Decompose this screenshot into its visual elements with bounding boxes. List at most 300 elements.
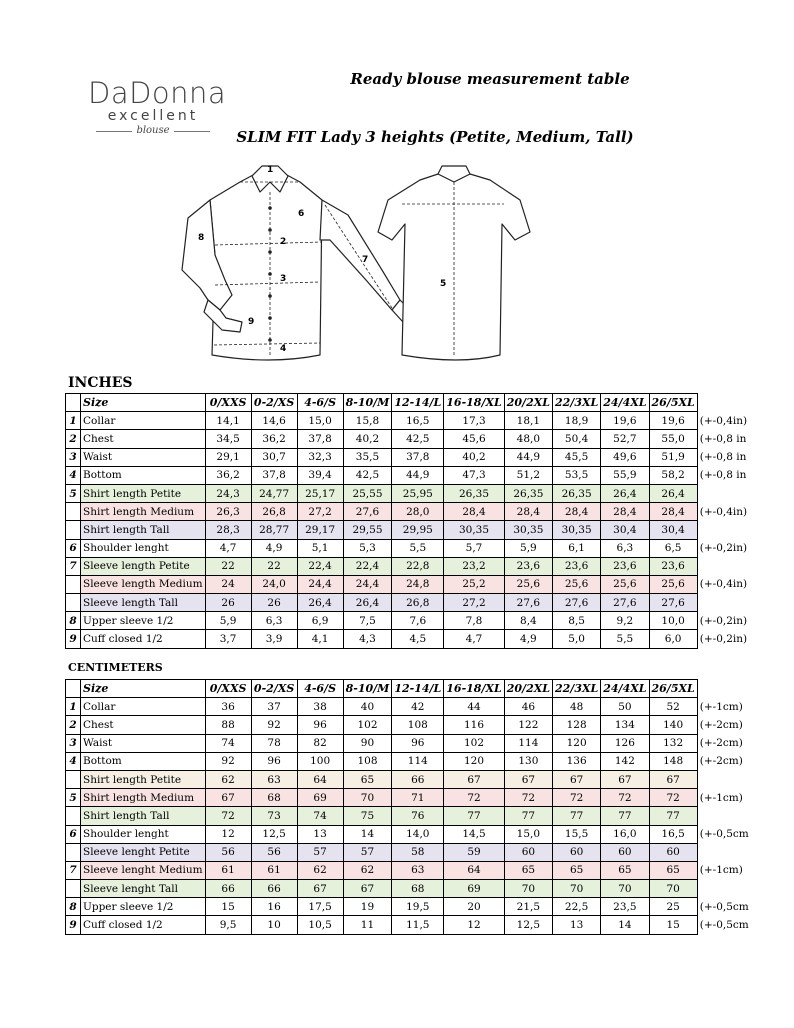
table-row — [66, 448, 750, 466]
row-number: 7 — [66, 861, 81, 879]
row-value: 71 — [392, 789, 444, 807]
row-number: 7 — [66, 557, 81, 575]
row-value: 14 — [601, 916, 649, 934]
row-value: 22,8 — [392, 557, 444, 575]
row-value: 28,4 — [601, 503, 649, 521]
row-value: 55,0 — [649, 430, 697, 448]
row-value: 4,1 — [297, 630, 343, 648]
header-size-cell: 8-10/M — [343, 394, 392, 412]
row-value: 62 — [297, 861, 343, 879]
row-value: 142 — [601, 752, 649, 770]
row-name: Bottom — [81, 752, 206, 770]
row-value: 75 — [343, 807, 392, 825]
inches-section-label: INCHES — [68, 375, 133, 391]
row-value: 13 — [297, 825, 343, 843]
table-row — [66, 716, 752, 734]
row-value: 50,4 — [553, 430, 601, 448]
row-value: 42 — [392, 698, 444, 716]
row-value: 76 — [392, 807, 444, 825]
row-value: 26,8 — [392, 594, 444, 612]
diagram-label-2: 2 — [280, 237, 287, 247]
row-tolerance: (+-0,4in) — [699, 505, 748, 518]
row-value: 10,5 — [297, 916, 343, 934]
row-tolerance: (+-1cm) — [699, 791, 743, 804]
row-value: 22 — [205, 557, 251, 575]
header-size-cell: 12-14/L — [392, 394, 444, 412]
row-value: 64 — [444, 861, 504, 879]
row-value: 51,9 — [649, 448, 697, 466]
row-number — [66, 503, 81, 521]
row-tolerance: (+-0,4in) — [699, 578, 748, 591]
row-number: 2 — [66, 716, 81, 734]
row-value: 72 — [553, 789, 601, 807]
row-value: 25,6 — [504, 575, 552, 593]
row-value: 48,0 — [504, 430, 552, 448]
row-value: 68 — [251, 789, 297, 807]
row-value: 5,0 — [553, 630, 601, 648]
row-value: 28,4 — [649, 503, 697, 521]
row-value: 23,5 — [601, 898, 649, 916]
row-name: Chest — [81, 716, 206, 734]
row-value: 12,5 — [504, 916, 552, 934]
row-value: 5,9 — [504, 539, 552, 557]
row-value: 14 — [343, 825, 392, 843]
row-value: 88 — [205, 716, 251, 734]
row-value: 96 — [297, 716, 343, 734]
row-name: Shoulder lenght — [81, 539, 206, 557]
row-value: 5,5 — [601, 630, 649, 648]
table-header-row — [66, 394, 750, 412]
row-tolerance — [697, 843, 751, 861]
row-value: 48 — [553, 698, 601, 716]
row-name: Shirt length Tall — [81, 521, 206, 539]
row-value: 32,3 — [297, 448, 343, 466]
row-tolerance: (+-1cm) — [699, 864, 743, 877]
row-value: 27,6 — [553, 594, 601, 612]
table-row — [66, 789, 752, 807]
row-value: 37,8 — [297, 430, 343, 448]
row-number — [66, 575, 81, 593]
row-value: 67 — [601, 770, 649, 788]
row-value: 77 — [649, 807, 697, 825]
header-size-cell: 20/2XL — [504, 394, 552, 412]
diagram-label-1: 1 — [267, 165, 274, 175]
row-value: 77 — [553, 807, 601, 825]
row-value: 13 — [553, 916, 601, 934]
row-value: 70 — [343, 789, 392, 807]
row-value: 68 — [392, 880, 444, 898]
row-value: 130 — [504, 752, 552, 770]
row-value: 30,35 — [504, 521, 552, 539]
row-name: Chest — [81, 430, 206, 448]
row-value: 57 — [297, 843, 343, 861]
table-row — [66, 430, 750, 448]
row-value: 62 — [343, 861, 392, 879]
row-number — [66, 521, 81, 539]
row-value: 26,35 — [504, 484, 552, 502]
row-tolerance — [697, 557, 749, 575]
row-value: 53,5 — [553, 466, 601, 484]
row-value: 7,8 — [444, 612, 504, 630]
row-value: 26,35 — [553, 484, 601, 502]
row-value: 72 — [504, 789, 552, 807]
row-value: 51,2 — [504, 466, 552, 484]
header-number-cell — [66, 394, 81, 412]
row-value: 67 — [343, 880, 392, 898]
row-value: 40,2 — [444, 448, 504, 466]
row-value: 26 — [205, 594, 251, 612]
row-value: 27,2 — [444, 594, 504, 612]
row-value: 63 — [251, 770, 297, 788]
diagram-label-7: 7 — [362, 255, 369, 265]
row-value: 19,6 — [601, 412, 649, 430]
row-number: 4 — [66, 752, 81, 770]
row-value: 63 — [392, 861, 444, 879]
row-value: 16,5 — [649, 825, 697, 843]
row-value: 56 — [205, 843, 251, 861]
header-size-cell: 0/XXS — [205, 394, 251, 412]
centimeters-section-label: CENTIMETERS — [68, 661, 163, 674]
row-value: 29,1 — [205, 448, 251, 466]
row-number — [66, 880, 81, 898]
table-row — [66, 575, 750, 593]
row-name: Upper sleeve 1/2 — [81, 612, 206, 630]
row-value: 16,5 — [392, 412, 444, 430]
row-value: 120 — [444, 752, 504, 770]
row-value: 59 — [444, 843, 504, 861]
header-size-cell: 26/5XL — [649, 680, 697, 698]
row-value: 42,5 — [392, 430, 444, 448]
row-value: 96 — [392, 734, 444, 752]
page-title: Ready blouse measurement table — [350, 70, 630, 88]
table-row — [66, 861, 752, 879]
row-value: 25 — [649, 898, 697, 916]
row-value: 30,35 — [553, 521, 601, 539]
row-value: 4,7 — [444, 630, 504, 648]
row-value: 23,6 — [553, 557, 601, 575]
row-value: 39,4 — [297, 466, 343, 484]
row-value: 24,77 — [251, 484, 297, 502]
header-tolerance-cell — [697, 394, 749, 412]
row-value: 5,7 — [444, 539, 504, 557]
row-value: 28,3 — [205, 521, 251, 539]
row-value: 26,4 — [601, 484, 649, 502]
row-value: 6,3 — [251, 612, 297, 630]
row-tolerance — [697, 807, 751, 825]
row-value: 27,2 — [297, 503, 343, 521]
row-value: 14,0 — [392, 825, 444, 843]
table-row — [66, 521, 750, 539]
header-size-cell: 4-6/S — [297, 394, 343, 412]
row-value: 25,2 — [444, 575, 504, 593]
row-value: 45,5 — [553, 448, 601, 466]
header-number-cell — [66, 680, 81, 698]
row-value: 60 — [504, 843, 552, 861]
row-value: 23,6 — [504, 557, 552, 575]
row-value: 5,1 — [297, 539, 343, 557]
row-value: 52 — [649, 698, 697, 716]
row-value: 8,5 — [553, 612, 601, 630]
row-value: 25,55 — [343, 484, 392, 502]
row-value: 4,9 — [251, 539, 297, 557]
row-value: 70 — [649, 880, 697, 898]
row-value: 14,5 — [444, 825, 504, 843]
row-value: 26,8 — [251, 503, 297, 521]
row-name: Sleeve length Medium — [81, 575, 206, 593]
row-value: 55,9 — [601, 466, 649, 484]
row-tolerance — [697, 594, 749, 612]
row-value: 24,3 — [205, 484, 251, 502]
row-value: 77 — [601, 807, 649, 825]
row-value: 24,4 — [297, 575, 343, 593]
row-value: 26,35 — [444, 484, 504, 502]
row-value: 70 — [601, 880, 649, 898]
row-value: 67 — [553, 770, 601, 788]
row-value: 36,2 — [251, 430, 297, 448]
row-value: 44 — [444, 698, 504, 716]
row-value: 28,0 — [392, 503, 444, 521]
row-value: 11 — [343, 916, 392, 934]
row-value: 61 — [205, 861, 251, 879]
row-value: 67 — [205, 789, 251, 807]
row-value: 11,5 — [392, 916, 444, 934]
row-name: Sleeve lenght Tall — [81, 880, 206, 898]
row-value: 26,4 — [343, 594, 392, 612]
table-row — [66, 594, 750, 612]
row-value: 37,8 — [251, 466, 297, 484]
row-value: 66 — [392, 770, 444, 788]
row-value: 30,4 — [601, 521, 649, 539]
row-value: 28,4 — [504, 503, 552, 521]
row-tolerance — [697, 521, 749, 539]
row-name: Waist — [81, 734, 206, 752]
row-value: 37 — [251, 698, 297, 716]
row-value: 26 — [251, 594, 297, 612]
row-value: 6,0 — [649, 630, 697, 648]
row-value: 6,3 — [601, 539, 649, 557]
row-tolerance: (+-0,2in) — [699, 614, 748, 627]
row-value: 24,0 — [251, 575, 297, 593]
row-value: 8,4 — [504, 612, 552, 630]
row-value: 58,2 — [649, 466, 697, 484]
row-name: Waist — [81, 448, 206, 466]
row-name: Upper sleeve 1/2 — [81, 898, 206, 916]
row-value: 22,4 — [297, 557, 343, 575]
row-name: Sleeve length Tall — [81, 594, 206, 612]
table-row — [66, 898, 752, 916]
row-name: Collar — [81, 412, 206, 430]
row-value: 15 — [205, 898, 251, 916]
row-tolerance: (+-0,4in) — [699, 414, 748, 427]
row-name: Shirt length Tall — [81, 807, 206, 825]
row-value: 108 — [343, 752, 392, 770]
row-value: 30,4 — [649, 521, 697, 539]
row-value: 9,5 — [205, 916, 251, 934]
row-value: 58 — [392, 843, 444, 861]
header-tolerance-cell — [697, 680, 751, 698]
row-value: 47,3 — [444, 466, 504, 484]
row-value: 65 — [553, 861, 601, 879]
row-number: 5 — [66, 484, 81, 502]
row-tolerance: (+-0,8 in — [699, 432, 747, 445]
diagram-label-4: 4 — [280, 344, 287, 354]
row-name: Shirt length Petite — [81, 770, 206, 788]
row-value: 140 — [649, 716, 697, 734]
row-value: 42,5 — [343, 466, 392, 484]
row-value: 77 — [444, 807, 504, 825]
row-value: 67 — [297, 880, 343, 898]
row-value: 70 — [553, 880, 601, 898]
row-value: 30,35 — [444, 521, 504, 539]
row-value: 15,0 — [297, 412, 343, 430]
row-value: 65 — [601, 861, 649, 879]
table-row — [66, 698, 752, 716]
row-number: 3 — [66, 448, 81, 466]
row-value: 114 — [392, 752, 444, 770]
header-size-cell: 12-14/L — [392, 680, 444, 698]
row-value: 4,7 — [205, 539, 251, 557]
row-name: Sleeve lenght Petite — [81, 843, 206, 861]
header-size-cell: 8-10/M — [343, 680, 392, 698]
row-value: 134 — [601, 716, 649, 734]
row-value: 116 — [444, 716, 504, 734]
table-row — [66, 412, 750, 430]
header-size-cell: 22/3XL — [553, 394, 601, 412]
brand-logo — [88, 76, 227, 138]
centimeters-table — [65, 679, 752, 935]
row-value: 136 — [553, 752, 601, 770]
row-value: 36,2 — [205, 466, 251, 484]
row-value: 18,9 — [553, 412, 601, 430]
row-value: 22 — [251, 557, 297, 575]
row-value: 56 — [251, 843, 297, 861]
row-name: Bottom — [81, 466, 206, 484]
row-value: 15 — [649, 916, 697, 934]
row-value: 108 — [392, 716, 444, 734]
row-value: 30,7 — [251, 448, 297, 466]
row-value: 70 — [504, 880, 552, 898]
row-value: 27,6 — [504, 594, 552, 612]
row-value: 3,9 — [251, 630, 297, 648]
header-size-cell: 24/4XL — [601, 680, 649, 698]
table-row — [66, 880, 752, 898]
table-row — [66, 825, 752, 843]
row-value: 65 — [649, 861, 697, 879]
header-size-cell: 24/4XL — [601, 394, 649, 412]
row-value: 3,7 — [205, 630, 251, 648]
row-value: 44,9 — [504, 448, 552, 466]
row-value: 25,6 — [553, 575, 601, 593]
row-number: 8 — [66, 898, 81, 916]
row-value: 49,6 — [601, 448, 649, 466]
row-value: 12 — [444, 916, 504, 934]
row-value: 102 — [444, 734, 504, 752]
header-size-cell: 20/2XL — [504, 680, 552, 698]
header-size-cell: 4-6/S — [297, 680, 343, 698]
row-value: 60 — [649, 843, 697, 861]
logo-name: DaDonna — [88, 76, 227, 110]
row-value: 27,6 — [601, 594, 649, 612]
row-value: 16,0 — [601, 825, 649, 843]
row-value: 74 — [297, 807, 343, 825]
table-row — [66, 466, 750, 484]
row-value: 7,6 — [392, 612, 444, 630]
row-value: 14,6 — [251, 412, 297, 430]
row-value: 26,4 — [297, 594, 343, 612]
table-row — [66, 752, 752, 770]
row-tolerance: (+-2cm) — [699, 718, 743, 731]
diagram-label-5: 5 — [440, 279, 447, 289]
row-value: 23,6 — [649, 557, 697, 575]
row-number: 1 — [66, 698, 81, 716]
row-value: 15,8 — [343, 412, 392, 430]
row-value: 24,8 — [392, 575, 444, 593]
row-value: 9,2 — [601, 612, 649, 630]
table-row — [66, 734, 752, 752]
row-value: 29,17 — [297, 521, 343, 539]
row-value: 40 — [343, 698, 392, 716]
row-number: 6 — [66, 539, 81, 557]
row-name: Shirt length Medium — [81, 503, 206, 521]
row-value: 24,4 — [343, 575, 392, 593]
row-name: Cuff closed 1/2 — [81, 916, 206, 934]
row-value: 6,9 — [297, 612, 343, 630]
row-tolerance — [697, 484, 749, 502]
row-value: 5,9 — [205, 612, 251, 630]
row-tolerance — [697, 880, 751, 898]
table-header-row — [66, 680, 752, 698]
inches-table — [65, 393, 750, 649]
logo-tagline: excellent — [107, 108, 199, 124]
row-value: 57 — [343, 843, 392, 861]
row-value: 52,7 — [601, 430, 649, 448]
row-value: 92 — [205, 752, 251, 770]
row-value: 46 — [504, 698, 552, 716]
row-value: 67 — [504, 770, 552, 788]
logo-subline — [88, 124, 218, 138]
row-name: Cuff closed 1/2 — [81, 630, 206, 648]
row-value: 10,0 — [649, 612, 697, 630]
header-size-cell: 0-2/XS — [251, 680, 297, 698]
diagram-label-3: 3 — [280, 274, 287, 284]
row-number: 8 — [66, 612, 81, 630]
row-value: 44,9 — [392, 466, 444, 484]
row-name: Shirt length Medium — [81, 789, 206, 807]
blouse-diagram — [170, 160, 550, 375]
row-value: 17,3 — [444, 412, 504, 430]
row-value: 27,6 — [649, 594, 697, 612]
row-name: Sleeve lenght Medium — [81, 861, 206, 879]
row-value: 23,6 — [601, 557, 649, 575]
row-value: 64 — [297, 770, 343, 788]
row-value: 65 — [504, 861, 552, 879]
row-value: 72 — [649, 789, 697, 807]
row-value: 35,5 — [343, 448, 392, 466]
row-value: 38 — [297, 698, 343, 716]
row-number — [66, 807, 81, 825]
row-value: 5,5 — [392, 539, 444, 557]
table-row — [66, 916, 752, 934]
row-value: 69 — [297, 789, 343, 807]
row-name: Collar — [81, 698, 206, 716]
row-value: 25,6 — [649, 575, 697, 593]
row-tolerance: (+-1cm) — [699, 700, 743, 713]
row-value: 6,1 — [553, 539, 601, 557]
row-number: 4 — [66, 466, 81, 484]
table-row — [66, 557, 750, 575]
row-value: 12 — [205, 825, 251, 843]
header-size-cell: 16-18/XL — [444, 680, 504, 698]
